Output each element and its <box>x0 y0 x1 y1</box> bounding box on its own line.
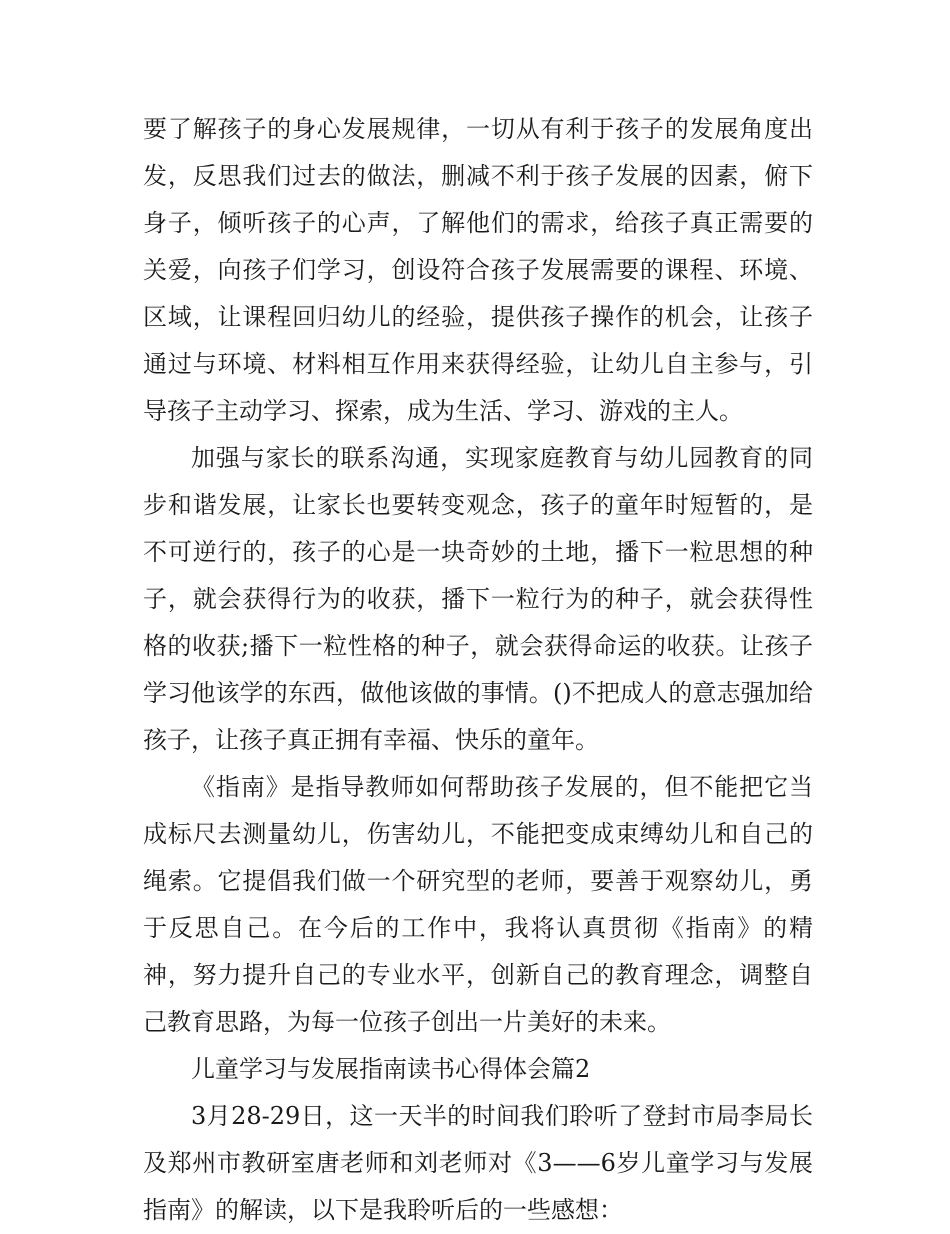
document-body <box>143 106 813 1234</box>
paragraph-lecture-intro: 3月28-29日，这一天半的时间我们聆听了登封市局李局长及郑州市教研室唐老师和刘老师对《3——6岁儿童学习与发展指南》的解读，以下是我聆听后的一些感想： <box>143 1102 813 1224</box>
section-heading: 儿童学习与发展指南读书心得体会篇2 <box>191 1055 591 1083</box>
paragraph-parent-communication: 加强与家长的联系沟通，实现家庭教育与幼儿园教育的同步和谐发展，让家长也要转变观念，孩子的童年时短暂的，是不可逆行的，孩子的心是一块奇妙的土地，播下一粒思想的种子，就会获得行为的收获，播下一粒行为的种子，就会获得性格的收获;播下一粒性格的种子，就会获得命运的收获。让孩子学习他该学的东西，做他该做的事情。()不把成人的意志强加给孩子，让孩子真正拥有幸福、快乐的童年。 <box>143 444 813 754</box>
paragraph-continuation: 要了解孩子的身心发展规律，一切从有利于孩子的发展角度出发，反思我们过去的做法，删减不利于孩子发展的因素，俯下身子，倾听孩子的心声，了解他们的需求，给孩子真正需要的关爱，向孩子们学习，创设符合孩子发展需要的课程、环境、区域，让课程回归幼儿的经验，提供孩子操作的机会，让孩子通过与环境、材料相互作用来获得经验，让幼儿自主参与，引导孩子主动学习、探索，成为生活、学习、游戏的主人。 <box>143 115 813 425</box>
paragraph-guide-reflection: 《指南》是指导教师如何帮助孩子发展的，但不能把它当成标尺去测量幼儿，伤害幼儿，不能把变成束缚幼儿和自己的绳索。它提倡我们做一个研究型的老师，要善于观察幼儿，勇于反思自己。在今后的工作中，我将认真贯彻《指南》的精神，努力提升自己的专业水平，创新自己的教育理念，调整自己教育思路，为每一位孩子创出一片美好的未来。 <box>143 773 813 1036</box>
